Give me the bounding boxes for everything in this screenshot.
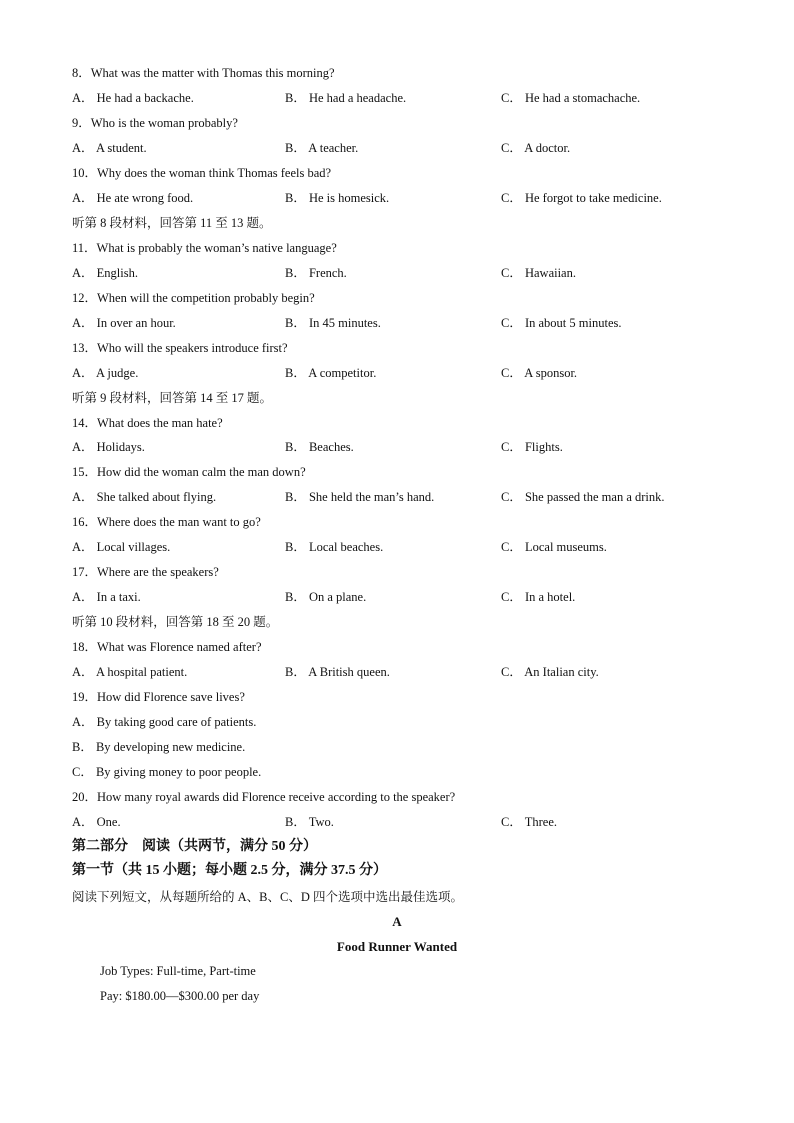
section-10-instruction: 听第 10 段材料，回答第 18 至 20 题。 — [72, 615, 279, 629]
question-13: 13．Who will the speakers introduce first? — [72, 341, 288, 355]
section-8-instruction: 听第 8 段材料，回答第 11 至 13 题。 — [72, 216, 272, 230]
part-2-title: 第二部分 阅读（共两节，满分 50 分） — [72, 839, 317, 854]
q16-option-b: B． Local beaches. — [285, 540, 384, 554]
q19-option-c: C． By giving money to poor people. — [72, 765, 262, 779]
q20-option-c: C． Three. — [501, 815, 558, 829]
question-12: 12．When will the competition probably begin? — [72, 291, 315, 305]
q16-option-a: A． Local villages. — [72, 540, 171, 554]
q12-option-c: C． In about 5 minutes. — [501, 316, 622, 330]
q8-option-b: B． He had a headache. — [285, 91, 407, 105]
q9-option-c: C． A doctor. — [501, 141, 571, 155]
question-20: 20．How many royal awards did Florence receive according to the speaker? — [72, 790, 456, 804]
q17-option-b: B． On a plane. — [285, 590, 367, 604]
q18-option-c: C． An Italian city. — [501, 665, 599, 679]
q9-option-a: A． A student. — [72, 141, 147, 155]
question-15: 15．How did the woman calm the man down? — [72, 465, 306, 479]
q12-option-a: A． In over an hour. — [72, 316, 176, 330]
pay: Pay: $180.00—$300.00 per day — [100, 989, 260, 1003]
question-9: 9．Who is the woman probably? — [72, 116, 238, 130]
question-8: 8．What was the matter with Thomas this morning? — [72, 66, 335, 80]
q17-option-a: A． In a taxi. — [72, 590, 141, 604]
question-11: 11．What is probably the woman’s native language? — [72, 241, 337, 255]
q18-option-b: B． A British queen. — [285, 665, 390, 679]
q14-option-a: A． Holidays. — [72, 440, 145, 454]
q10-option-a: A． He ate wrong food. — [72, 191, 194, 205]
passage-title: Food Runner Wanted — [336, 939, 458, 954]
q19-option-a: A． By taking good care of patients. — [72, 715, 257, 729]
question-19: 19．How did Florence save lives? — [72, 690, 245, 704]
q11-option-b: B． French. — [285, 266, 347, 280]
q13-option-b: B． A competitor. — [285, 366, 377, 380]
passage-letter: A — [392, 914, 402, 929]
q8-option-c: C． He had a stomachache. — [501, 91, 641, 105]
job-types: Job Types: Full-time, Part-time — [100, 964, 256, 978]
q11-option-a: A． English. — [72, 266, 138, 280]
q14-option-c: C． Flights. — [501, 440, 563, 454]
q15-option-b: B． She held the man’s hand. — [285, 490, 435, 504]
q17-option-c: C． In a hotel. — [501, 590, 576, 604]
q13-option-c: C． A sponsor. — [501, 366, 578, 380]
q20-option-a: A． One. — [72, 815, 121, 829]
section-1-title: 第一节（共 15 小题；每小题 2.5 分，满分 37.5 分） — [72, 863, 387, 878]
q15-option-c: C． She passed the man a drink. — [501, 490, 665, 504]
q9-option-b: B． A teacher. — [285, 141, 359, 155]
q18-option-a: A． A hospital patient. — [72, 665, 188, 679]
question-10: 10．Why does the woman think Thomas feels bad? — [72, 166, 332, 180]
q20-option-b: B． Two. — [285, 815, 334, 829]
q16-option-c: C． Local museums. — [501, 540, 607, 554]
section-9-instruction: 听第 9 段材料，回答第 14 至 17 题。 — [72, 391, 273, 405]
q13-option-a: A． A judge. — [72, 366, 139, 380]
question-16: 16．Where does the man want to go? — [72, 515, 261, 529]
question-18: 18．What was Florence named after? — [72, 640, 262, 654]
q10-option-c: C． He forgot to take medicine. — [501, 191, 662, 205]
q10-option-b: B． He is homesick. — [285, 191, 390, 205]
question-14: 14．What does the man hate? — [72, 416, 223, 430]
question-17: 17．Where are the speakers? — [72, 565, 219, 579]
q15-option-a: A． She talked about flying. — [72, 490, 217, 504]
q11-option-c: C． Hawaiian. — [501, 266, 576, 280]
q19-option-b: B． By developing new medicine. — [72, 740, 246, 754]
reading-instruction: 阅读下列短文，从每题所给的 A、B、C、D 四个选项中选出最佳选项。 — [72, 890, 463, 904]
q8-option-a: A． He had a backache. — [72, 91, 194, 105]
q14-option-b: B． Beaches. — [285, 440, 354, 454]
q12-option-b: B． In 45 minutes. — [285, 316, 381, 330]
